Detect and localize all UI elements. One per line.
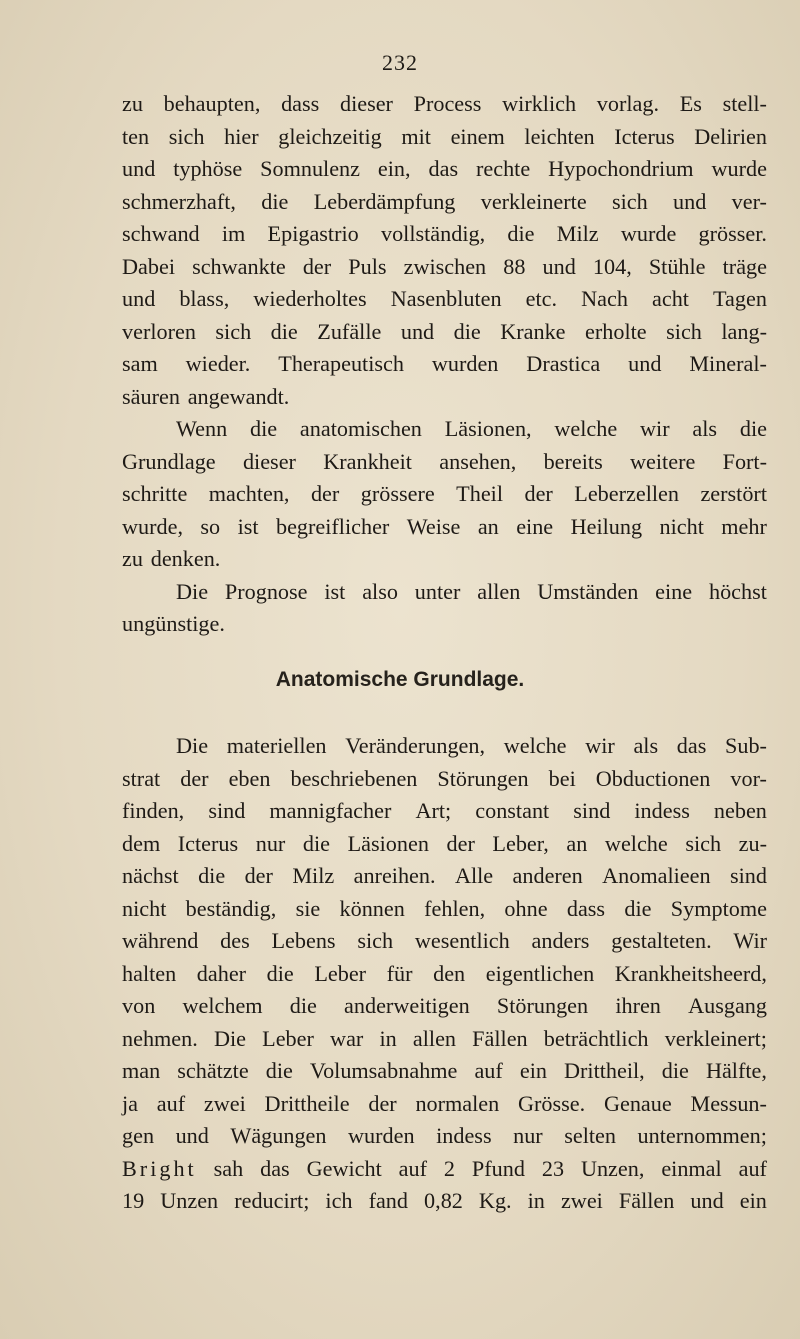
- word: können: [339, 895, 405, 921]
- word: Leberzellen: [574, 481, 679, 506]
- word: ten: [122, 123, 150, 149]
- word: fand: [368, 1188, 408, 1213]
- word: Hälfte,: [705, 1058, 767, 1083]
- word: dem: [122, 830, 161, 856]
- word: zwischen: [403, 253, 487, 279]
- text-line: [122, 763, 767, 796]
- word: anderen: [512, 863, 583, 888]
- word: sind: [573, 798, 611, 823]
- word: Therapeutisch: [278, 351, 404, 376]
- word: Krankheit: [323, 448, 412, 474]
- word: Sub-: [725, 733, 767, 758]
- text-line: [122, 576, 767, 609]
- word: Ausgang: [688, 993, 767, 1018]
- word: Kg.: [478, 1188, 512, 1213]
- section-heading: Anatomische Grundlage.: [275, 668, 525, 691]
- word: ist: [324, 578, 346, 604]
- text-line: [122, 316, 767, 349]
- word: Messun-: [690, 1090, 767, 1116]
- word: Alle: [454, 863, 494, 888]
- word: ihren: [615, 993, 661, 1018]
- word: sind: [208, 798, 246, 823]
- word: die: [507, 221, 535, 246]
- word: grössere: [360, 481, 435, 506]
- word: Prognose: [224, 578, 308, 604]
- word: Genaue: [603, 1090, 672, 1116]
- word: und: [175, 1123, 209, 1148]
- word: zerstört: [700, 481, 767, 506]
- text-line: [122, 860, 767, 893]
- word: denken.: [150, 546, 221, 571]
- word: sich: [685, 830, 722, 856]
- word: allen: [412, 1025, 457, 1051]
- text-line: [122, 381, 767, 414]
- word: eben: [228, 765, 271, 791]
- word: Wir: [733, 928, 767, 953]
- word: nicht: [122, 895, 167, 921]
- paragraph-4: [122, 730, 767, 1218]
- word: daher: [196, 960, 247, 986]
- word: nächst: [122, 863, 179, 888]
- word: eine: [516, 513, 554, 539]
- text-line: [122, 1088, 767, 1121]
- word: die: [261, 188, 289, 214]
- text-line: [122, 1055, 767, 1088]
- word: rechte: [476, 156, 531, 181]
- word: indess: [634, 798, 690, 823]
- word: ungünstige.: [122, 611, 225, 636]
- word: dieser: [339, 91, 393, 116]
- word: schwand: [122, 221, 200, 246]
- word: Die: [176, 578, 209, 604]
- word: zu: [122, 546, 143, 571]
- text-line: [122, 608, 767, 641]
- text-line: [122, 218, 767, 251]
- word: so: [200, 513, 221, 539]
- word: auf: [156, 1090, 186, 1116]
- word: Milz: [292, 863, 335, 888]
- word: der: [446, 830, 475, 856]
- word: man: [122, 1058, 161, 1083]
- word: des: [220, 928, 250, 953]
- word: Epigastrio: [267, 221, 359, 246]
- word: materiellen: [226, 733, 327, 758]
- word: Nach: [581, 286, 628, 311]
- word: bereits: [543, 448, 603, 474]
- text-line: [122, 478, 767, 511]
- text-line: [122, 153, 767, 186]
- word: und: [628, 351, 662, 376]
- word: nehmen.: [122, 1025, 198, 1051]
- word: Läsionen: [347, 830, 429, 856]
- word: die: [302, 830, 330, 856]
- word: die: [624, 895, 652, 921]
- word: als: [692, 416, 718, 441]
- word: wurden: [431, 351, 499, 376]
- word: Gewicht: [306, 1155, 382, 1181]
- word: an: [566, 830, 588, 856]
- word: Drittheile: [264, 1090, 350, 1116]
- text-line: [122, 795, 767, 828]
- word: constant: [475, 798, 550, 823]
- word: gleichzeitig: [278, 123, 382, 149]
- word: acht: [652, 286, 689, 311]
- text-line: [122, 730, 767, 763]
- word: der: [180, 765, 209, 791]
- word: 23: [541, 1155, 565, 1181]
- paragraph-3: [122, 576, 767, 641]
- word: hier: [224, 123, 259, 149]
- page-number: 232: [382, 50, 418, 75]
- word: ansehen,: [439, 448, 517, 474]
- word: den: [433, 960, 466, 986]
- word: zwei: [203, 1090, 246, 1116]
- word: Art;: [415, 798, 452, 823]
- text-line: [122, 543, 767, 576]
- word: Störungen: [437, 765, 529, 791]
- word: 0,82: [424, 1188, 463, 1213]
- word: welche: [503, 733, 567, 758]
- word: von: [122, 993, 156, 1018]
- word: blass,: [179, 286, 230, 311]
- word: wirklich: [502, 91, 577, 116]
- word: verkleinert;: [664, 1025, 767, 1051]
- word: Kranke: [500, 318, 566, 344]
- word: unternommen;: [637, 1123, 767, 1148]
- word: welche: [554, 416, 618, 441]
- word: wir: [585, 733, 615, 758]
- word: dass: [566, 895, 606, 921]
- word: Somnulenz: [260, 156, 360, 181]
- word: Nasenbluten: [390, 286, 502, 311]
- word: im: [221, 221, 246, 246]
- text-line: [122, 446, 767, 479]
- word: Delirien: [694, 123, 767, 149]
- word: auf: [474, 1058, 503, 1083]
- word: Anomalieen: [602, 863, 711, 888]
- word: Bright: [122, 1155, 197, 1181]
- word: wurde,: [122, 513, 183, 539]
- word: träge: [722, 253, 767, 279]
- word: fehlen,: [424, 895, 486, 921]
- word: die: [250, 416, 278, 441]
- word: Veränderungen,: [345, 733, 486, 758]
- word: höchst: [708, 578, 767, 604]
- word: vor-: [730, 765, 767, 791]
- word: der: [244, 863, 273, 888]
- word: ohne: [504, 895, 548, 921]
- word: Zufälle: [317, 318, 382, 344]
- word: finden,: [122, 798, 185, 823]
- word: Process: [413, 91, 482, 116]
- word: Puls: [348, 253, 387, 279]
- word: nur: [255, 830, 286, 856]
- word: Läsionen,: [444, 416, 532, 441]
- word: Die: [213, 1025, 246, 1051]
- word: Icterus: [177, 830, 239, 856]
- word: dieser: [242, 448, 296, 474]
- word: halten: [122, 960, 177, 986]
- word: sich: [215, 318, 252, 344]
- text-line: [122, 828, 767, 861]
- word: gestalteten.: [611, 928, 712, 953]
- word: Mineral-: [689, 351, 767, 376]
- word: ja: [122, 1090, 139, 1116]
- word: indess: [436, 1123, 492, 1148]
- word: in: [379, 1025, 397, 1051]
- word: Drastica: [526, 351, 601, 376]
- word: als: [633, 733, 659, 758]
- word: vorlag.: [596, 91, 659, 116]
- word: Unzen: [160, 1188, 219, 1213]
- word: die: [661, 1058, 689, 1083]
- word: wieder.: [185, 351, 251, 376]
- word: ein,: [377, 156, 411, 181]
- text-line: [122, 413, 767, 446]
- word: wurde: [711, 156, 767, 181]
- text-line: [122, 88, 767, 121]
- word: Stühle: [648, 253, 706, 279]
- word: säuren: [122, 383, 180, 409]
- word: Störungen: [496, 993, 589, 1018]
- word: wir: [640, 416, 670, 441]
- word: der: [368, 1090, 397, 1116]
- word: der: [310, 481, 340, 506]
- word: während: [122, 928, 199, 953]
- word: Krankheitsheerd,: [614, 960, 767, 986]
- word: etc.: [525, 286, 558, 311]
- text-line: [122, 511, 767, 544]
- word: Tagen: [713, 286, 767, 311]
- word: beschriebenen: [290, 765, 418, 791]
- word: die: [266, 960, 294, 986]
- word: einem: [450, 123, 505, 149]
- word: weitere: [630, 448, 696, 474]
- word: neben: [713, 798, 767, 823]
- word: selten: [564, 1123, 616, 1148]
- word: sich: [666, 318, 702, 344]
- text-line: [122, 186, 767, 219]
- word: Leber: [314, 960, 367, 986]
- word: sam: [122, 351, 158, 376]
- word: Wägungen: [230, 1123, 327, 1148]
- word: nicht: [659, 513, 704, 539]
- word: die: [453, 318, 481, 344]
- word: ein: [739, 1188, 767, 1213]
- word: der: [302, 253, 332, 279]
- text-line: [122, 925, 767, 958]
- word: die: [198, 863, 226, 888]
- word: Unzen,: [580, 1155, 645, 1181]
- text-line: [122, 1153, 767, 1186]
- text-line: [122, 283, 767, 316]
- word: welchem: [182, 993, 263, 1018]
- word: in: [527, 1188, 545, 1213]
- word: an: [477, 513, 499, 539]
- word: und: [122, 156, 156, 181]
- word: Icterus: [614, 123, 675, 149]
- word: ist: [237, 513, 259, 539]
- text-line: [122, 1023, 767, 1056]
- word: Weise: [406, 513, 461, 539]
- word: welche: [604, 830, 668, 856]
- word: 88: [503, 253, 526, 279]
- word: und: [542, 253, 576, 279]
- word: wurde: [620, 221, 677, 246]
- word: leichten: [524, 123, 595, 149]
- word: verloren: [122, 318, 196, 344]
- body-text-lower: [122, 730, 767, 1218]
- word: Fällen: [618, 1188, 675, 1213]
- word: also: [362, 578, 398, 604]
- word: die: [739, 416, 767, 441]
- word: die: [265, 1058, 293, 1083]
- word: normalen: [415, 1090, 500, 1116]
- word: Wenn: [176, 416, 228, 441]
- text-line: [122, 121, 767, 154]
- word: der: [524, 481, 553, 506]
- paragraph-1: [122, 88, 767, 413]
- word: Umständen: [537, 578, 639, 604]
- word: Symptome: [670, 895, 767, 921]
- word: auf: [398, 1155, 428, 1181]
- word: Die: [176, 733, 209, 758]
- word: das: [260, 1155, 290, 1181]
- word: Leberdämpfung: [313, 188, 456, 214]
- word: Volumsabnahme: [309, 1058, 458, 1083]
- word: stell-: [722, 91, 767, 116]
- paragraph-2: [122, 413, 767, 576]
- word: Obductionen: [595, 765, 711, 791]
- word: sah: [213, 1155, 244, 1181]
- word: schwankte: [192, 253, 286, 279]
- word: verkleinerte: [480, 188, 587, 214]
- word: machten,: [208, 481, 290, 506]
- word: zu-: [738, 830, 767, 856]
- word: anatomischen: [299, 416, 422, 441]
- word: sind: [729, 863, 767, 888]
- word: Lebens: [271, 928, 336, 953]
- word: eigentlichen: [485, 960, 595, 986]
- word: die: [289, 993, 317, 1018]
- word: auf: [738, 1155, 767, 1181]
- word: Leber,: [492, 830, 549, 856]
- text-line: [122, 251, 767, 284]
- word: Theil: [456, 481, 503, 506]
- word: schmerzhaft,: [122, 188, 236, 214]
- word: Fällen: [472, 1025, 528, 1051]
- word: Pfund: [471, 1155, 525, 1181]
- word: lang-: [721, 318, 767, 344]
- word: Dabei: [122, 253, 175, 279]
- word: Drittheil,: [564, 1058, 645, 1083]
- word: dass: [281, 91, 320, 116]
- word: und: [673, 188, 707, 214]
- word: das: [428, 156, 459, 181]
- text-line: [122, 958, 767, 991]
- text-line: [122, 990, 767, 1023]
- word: Grundlage: [122, 448, 216, 474]
- word: für: [386, 960, 413, 986]
- word: zwei: [560, 1188, 603, 1213]
- word: ein: [519, 1058, 547, 1083]
- word: vollständig,: [380, 221, 486, 246]
- word: erholte: [585, 318, 647, 344]
- body-text-upper: [122, 88, 767, 641]
- word: anders: [531, 928, 590, 953]
- word: und: [122, 286, 156, 311]
- word: Leber: [262, 1025, 314, 1051]
- word: Milz: [556, 221, 599, 246]
- word: strat: [122, 765, 161, 791]
- word: beständig,: [185, 895, 277, 921]
- word: einmal: [661, 1155, 722, 1181]
- word: behaupten,: [163, 91, 261, 116]
- word: gen: [122, 1123, 155, 1148]
- word: mehr: [721, 513, 767, 539]
- word: und: [690, 1188, 724, 1213]
- text-line: [122, 1120, 767, 1153]
- word: bei: [548, 765, 576, 791]
- word: ich: [325, 1188, 353, 1213]
- word: Heilung: [570, 513, 643, 539]
- word: und: [400, 318, 435, 344]
- word: sich: [611, 188, 648, 214]
- word: Grösse.: [518, 1090, 586, 1116]
- word: mannigfacher: [269, 798, 392, 823]
- word: 2: [443, 1155, 456, 1181]
- word: unter: [414, 578, 461, 604]
- word: war: [330, 1025, 364, 1051]
- text-line: [122, 348, 767, 381]
- word: zu: [122, 91, 143, 116]
- word: wurden: [348, 1123, 415, 1148]
- word: wiederholtes: [253, 286, 367, 311]
- word: 19: [122, 1188, 145, 1213]
- word: wesentlich: [414, 928, 510, 953]
- word: Fort-: [722, 448, 767, 474]
- word: 104,: [592, 253, 632, 279]
- word: Hypochondrium: [548, 156, 694, 181]
- word: allen: [477, 578, 521, 604]
- word: das: [676, 733, 707, 758]
- word: anreihen.: [353, 863, 436, 888]
- word: eine: [655, 578, 693, 604]
- word: beträchtlich: [543, 1025, 649, 1051]
- word: schritte: [122, 481, 188, 506]
- word: sich: [357, 928, 394, 953]
- word: schätzte: [177, 1058, 249, 1083]
- word: Es: [679, 91, 702, 116]
- word: reducirt;: [234, 1188, 310, 1213]
- word: mit: [401, 123, 431, 149]
- word: sich: [168, 123, 205, 149]
- word: angewandt.: [187, 383, 290, 409]
- word: ver-: [731, 188, 767, 214]
- word: sie: [295, 895, 321, 921]
- word: anderweitigen: [344, 993, 470, 1018]
- word: typhöse: [173, 156, 243, 181]
- text-line: [122, 893, 767, 926]
- word: nur: [513, 1123, 543, 1148]
- word: grösser.: [698, 221, 767, 246]
- text-line: [122, 1185, 767, 1218]
- word: die: [270, 318, 298, 344]
- word: begreiflicher: [275, 513, 390, 539]
